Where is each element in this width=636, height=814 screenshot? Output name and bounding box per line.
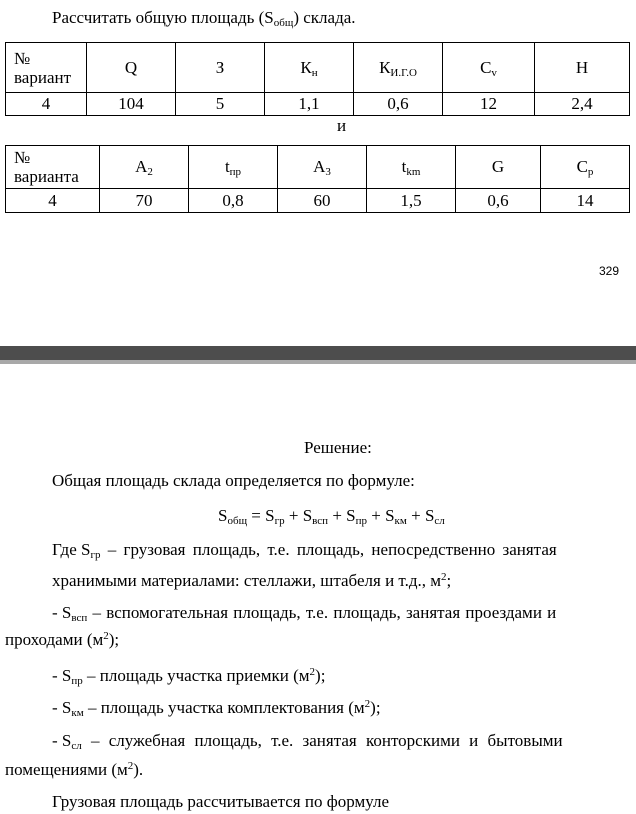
definition-gr: Где $S_{гр}$ – грузовая площадь, т.е. площадь, непосредственно занятая xyxy=(52,540,557,561)
cell: 0,6 xyxy=(456,189,541,213)
definition-gr-line2: хранимыми материалами: стеллажи, штабеля и т.д., $м^2$; xyxy=(52,571,452,590)
cell: 5 xyxy=(176,93,265,116)
cell: 0,8 xyxy=(189,189,278,213)
conjunction: и xyxy=(337,116,347,135)
definition-vsp-line2: проходами $(м^2)$; xyxy=(5,630,120,649)
header-cp: $C_р$ xyxy=(541,146,630,189)
solution-heading: Решение: xyxy=(304,438,372,457)
cell: 0,6 xyxy=(354,93,443,116)
formula: $S_{общ} = S_{гр} + S_{всп} + S_{пр} + S_{км} + S_{сл}$ xyxy=(218,506,445,527)
cell: 1,1 xyxy=(265,93,354,116)
page-break xyxy=(0,346,636,360)
definition-sl: - $S_{сл}$ – служебная площадь, т.е. занятая конторскими и бытовыми xyxy=(52,731,563,752)
header-kn: $К_н$ xyxy=(265,43,354,93)
table-row xyxy=(6,189,630,213)
header-variant: № варианта xyxy=(6,146,100,189)
cell: 12 xyxy=(443,93,535,116)
page-break-edge xyxy=(0,360,636,364)
table-row xyxy=(6,93,630,116)
definition-sl-line2: помещениями $(м^2)$. xyxy=(5,760,144,779)
cell: 14 xyxy=(541,189,630,213)
cell: 2,4 xyxy=(535,93,630,116)
cell: 104 xyxy=(87,93,176,116)
parameters-table-1 xyxy=(5,42,630,116)
table-header-row xyxy=(6,146,630,189)
header-a3: $А_3$ xyxy=(278,146,367,189)
page-number: 329 xyxy=(599,264,620,278)
header-a2: $А_2$ xyxy=(100,146,189,189)
parameters-table-2 xyxy=(5,145,630,213)
header-h: Н xyxy=(535,43,630,93)
table-header-row xyxy=(6,43,630,93)
cell: 4 xyxy=(6,93,87,116)
header-cv: $C_v$ xyxy=(443,43,535,93)
definition-km: - $S_{км}$ – площадь участка комплектования $(м^2)$; xyxy=(52,698,381,719)
header-kigo: $К_{И.Г.О}$ xyxy=(354,43,443,93)
cell: 1,5 xyxy=(367,189,456,213)
header-tpr: $t_{пр}$ xyxy=(189,146,278,189)
cell: 60 xyxy=(278,189,367,213)
definition-pr: - $S_{пр}$ – площадь участка приемки $(м^2)$; xyxy=(52,666,326,687)
paragraph: Грузовая площадь рассчитывается по формуле xyxy=(52,792,390,811)
header-g: G xyxy=(456,146,541,189)
header-z: З xyxy=(176,43,265,93)
cell: 4 xyxy=(6,189,100,213)
header-tkm: $t_{km}$ xyxy=(367,146,456,189)
task-statement: Рассчитать общую площадь $(S_{общ})$ склада. xyxy=(52,8,356,29)
definition-vsp: - $S_{всп}$ – вспомогательная площадь, т.е. площадь, занятая проездами и xyxy=(52,603,557,624)
header-variant: № вариант xyxy=(6,43,87,93)
paragraph: Общая площадь склада определяется по формуле: xyxy=(52,471,415,490)
cell: 70 xyxy=(100,189,189,213)
header-q: Q xyxy=(87,43,176,93)
